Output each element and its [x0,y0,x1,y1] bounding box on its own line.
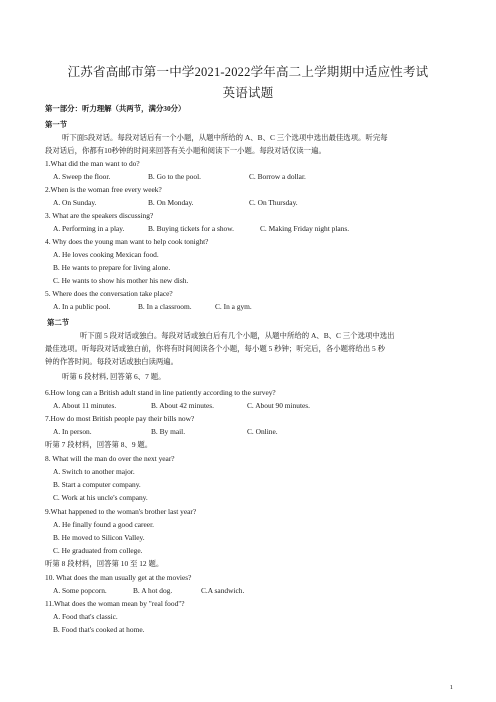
section2-instructions-line3: 钟的作答时间。每段对话或独白读两遍。 [45,357,179,366]
question-11-option-b: B. Food that's cooked at home. [53,625,145,634]
option-a: A. Some popcorn. [53,586,107,595]
option-b: B. In a classroom. [138,302,192,311]
option-b: B. Go to the pool. [148,172,201,181]
option-a: A. In person. [53,427,92,436]
option-c: C. Online. [247,427,278,436]
question-10: 10. What does the man usually get at the movies? [45,573,192,582]
question-9-option-a: A. He finally found a good career. [53,520,154,529]
option-b: B. By mail. [151,427,186,436]
page-number: 1 [449,684,453,691]
exam-subtitle: 英语试题 [222,86,274,100]
question-8-option-b: B. Start a computer company. [53,480,141,489]
question-4-option-a: A. He loves cooking Mexican food. [53,250,159,259]
question-1: 1.What did the man want to do? [45,159,140,168]
material-7-prompt: 听第 7 段材料，回答第 8、9 题。 [45,440,153,449]
exam-title: 江苏省高邮市第一中学2021-2022学年高二上学期期中适应性考试 [67,65,429,79]
option-a: A. On Sunday. [53,198,97,207]
question-4: 4. Why does the young man want to help cook tonight? [45,237,209,246]
option-c: C. On Thursday. [249,198,298,207]
option-a: A. In a public pool. [53,302,111,311]
option-c: C. Making Friday night plans. [260,224,350,233]
option-b: B. A hot dog. [133,586,173,595]
material-6-prompt: 听第 6 段材料, 回答第 6、7 题。 [62,372,166,381]
section1-instructions-line2: 段对话后，你都有10秒钟的时间来回答有关小题和阅读下一小题。每段对话仅读一遍。 [45,146,326,155]
option-b: B. On Monday. [148,198,194,207]
question-4-option-c: C. He wants to show his mother his new dish. [53,276,189,285]
option-b: B. Buying tickets for a show. [148,224,234,233]
material-8-prompt: 听第 8 段材料，回答第 10 至 12 题。 [45,559,164,568]
option-c: C. In a gym. [215,302,252,311]
part1-heading: 第一部分：听力理解（共两节，满分30分） [45,104,186,113]
question-7: 7.How do most British people pay their bills now? [45,414,195,423]
section1-instructions-line1: 听下面5段对话。每段对话后有一个小题，从题中所给的 A、B、C 三个选项中选出最佳选项。听完每 [62,133,388,142]
question-5: 5. Where does the conversation take place? [45,289,173,298]
question-8: 8. What will the man do over the next year? [45,454,175,463]
question-9-option-c: C. He graduated from college. [53,546,143,555]
option-c: C. About 90 minutes. [247,401,311,410]
section2-heading: 第二节 [47,318,70,327]
section1-heading: 第一节 [45,120,68,129]
question-9-option-b: B. He moved to Silicon Valley. [53,533,145,542]
question-11-option-a: A. Food that's classic. [53,612,118,621]
section2-instructions-line2: 最佳选项。听每段对话或独白前，你将有时间阅读各个小题，每小题 5 秒钟；听完后，各小题将给出 5 秒 [45,344,385,353]
question-4-option-b: B. He wants to prepare for living alone. [53,263,171,272]
section2-instructions-line1: 听下面 5 段对话或独白。每段对话或独白后有几个小题，从题中所给的 A、B、C 三个选项中选出 [80,331,395,340]
option-c: C. Borrow a dollar. [249,172,306,181]
option-a: A. About 11 minutes. [53,401,117,410]
question-3: 3. What are the speakers discussing? [45,211,154,220]
question-9: 9.What happened to the woman's brother last year? [45,507,197,516]
option-a: A. Performing in a play. [53,224,125,233]
question-2: 2.When is the woman free every week? [45,185,162,194]
question-8-option-c: C. Work at his uncle's company. [53,493,148,502]
option-b: B. About 42 minutes. [151,401,215,410]
question-8-option-a: A. Switch to another major. [53,467,135,476]
question-11: 11.What does the woman mean by "real food"? [45,599,185,608]
question-6: 6.How long can a British adult stand in line patiently according to the survey? [45,388,276,397]
option-c: C.A sandwich. [201,586,245,595]
option-a: A. Sweep the floor. [53,172,111,181]
